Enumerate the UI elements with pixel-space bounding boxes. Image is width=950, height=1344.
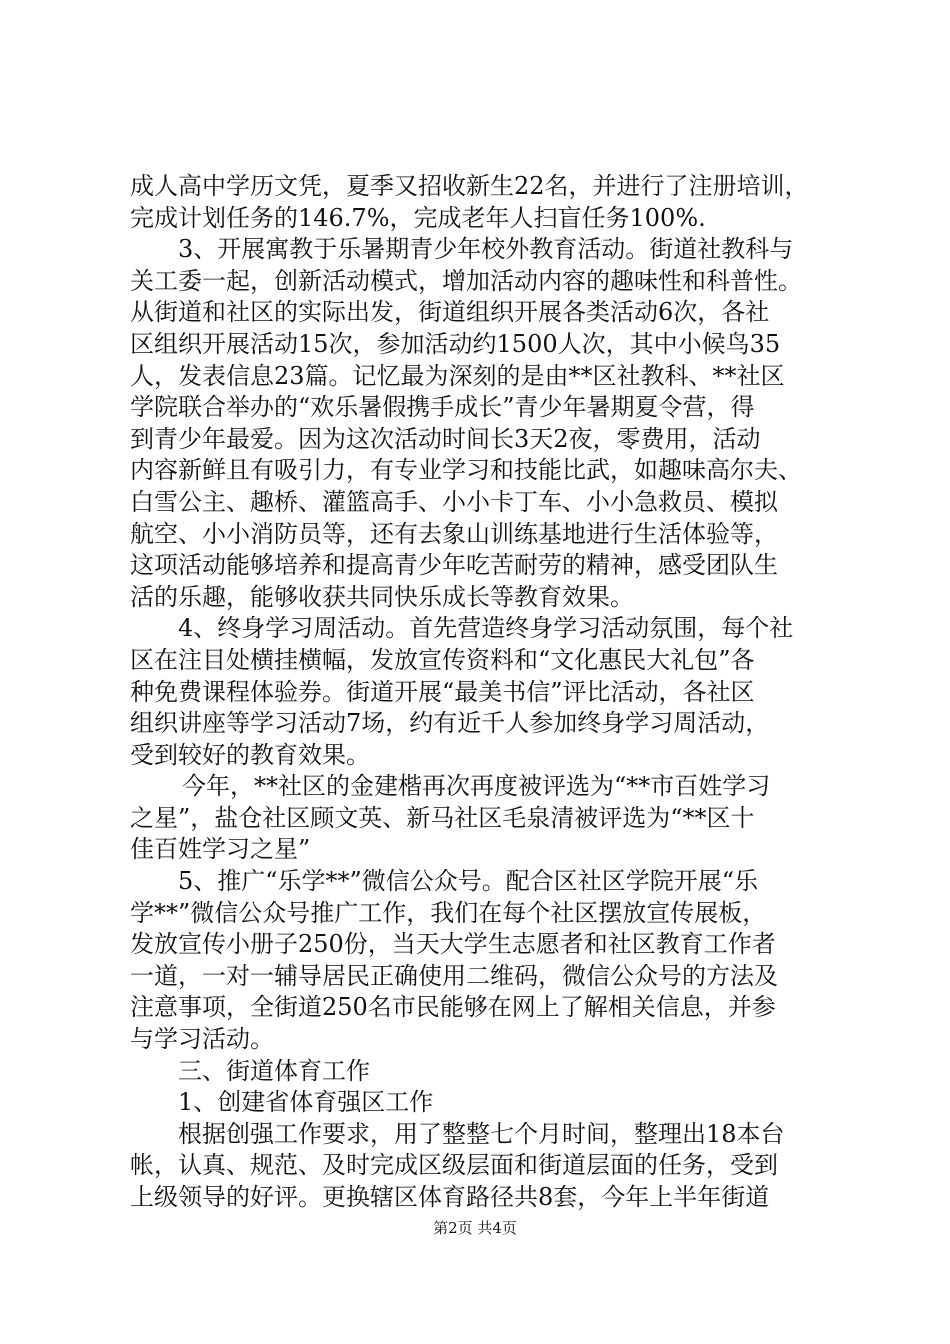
text-line: 3、开展寓教于乐暑期青少年校外教育活动。街道社教科与 <box>178 235 794 264</box>
text-line: 佳百姓学习之星” <box>130 835 311 864</box>
section-heading: 三、街道体育工作 <box>178 1056 370 1085</box>
text-line: 5、推广“乐学**”微信公众号。配合区社区学院开展“乐 <box>178 867 759 896</box>
text-line: 关工委一起，创新活动模式，增加活动内容的趣味性和科普性。 <box>130 266 802 295</box>
text-line: 内容新鲜且有吸引力，有专业学习和技能比武，如趣味高尔夫、 <box>130 456 802 485</box>
text-line: 到青少年最爱。因为这次活动时间长3天2夜，零费用，活动 <box>130 424 761 453</box>
text-line: 今年，**社区的金建楷再次再度被评选为“**市百姓学习 <box>182 772 771 801</box>
subsection-heading: 1、创建省体育强区工作 <box>178 1088 434 1117</box>
text-line: 注意事项，全街道250名市民能够在网上了解相关信息，并参 <box>130 993 776 1022</box>
text-line: 受到较好的教育效果。 <box>130 740 370 769</box>
text-line: 根据创强工作要求，用了整整七个月时间，整理出18本台 <box>178 1119 785 1148</box>
text-line: 航空、小小消防员等，还有去象山训练基地进行生活体验等， <box>130 519 778 548</box>
text-line: 一道，一对一辅导居民正确使用二维码，微信公众号的方法及 <box>130 961 778 990</box>
text-line: 帐，认真、规范、及时完成区级层面和街道层面的任务，受到 <box>130 1151 778 1180</box>
text-line: 学院联合举办的“欢乐暑假携手成长”青少年暑期夏令营，得 <box>130 393 755 422</box>
text-line: 之星”，盐仓社区顾文英、新马社区毛泉清被评选为“**区十 <box>130 803 755 832</box>
text-line: 从街道和社区的实际出发，街道组织开展各类活动6次，各社 <box>130 298 770 327</box>
text-line: 活的乐趣，能够收获共同快乐成长等教育效果。 <box>130 582 634 611</box>
text-line: 学**”微信公众号推广工作，我们在每个社区摆放宣传展板， <box>130 898 767 927</box>
text-line: 4、终身学习周活动。首先营造终身学习活动氛围，每个社 <box>178 614 794 643</box>
text-line: 上级领导的好评。更换辖区体育路径共8套，今年上半年街道 <box>130 1183 770 1211</box>
text-line: 发放宣传小册子250份，当天大学生志愿者和社区教育工作者 <box>130 930 776 959</box>
text-line: 人，发表信息23篇。记忆最为深刻的是由**区社教科、**社区 <box>130 361 785 390</box>
text-line: 与学习活动。 <box>130 1025 274 1054</box>
text-line: 组织讲座等学习活动7场，约有近千人参加终身学习周活动， <box>130 709 770 738</box>
text-line: 区在注目处横挂横幅，发放宣传资料和“文化惠民大礼包”各 <box>130 645 755 674</box>
page-footer: 第2页 共4页 <box>433 1219 517 1237</box>
text-line: 完成计划任务的146.7%，完成老年人扫盲任务100%. <box>130 203 706 232</box>
text-line: 白雪公主、趣桥、灌篮高手、小小卡丁车、小小急救员、模拟 <box>130 487 778 516</box>
text-line: 种免费课程体验券。街道开展“最美书信”评比活动，各社区 <box>130 677 755 706</box>
text-line: 成人高中学历文凭，夏季又招收新生22名，并进行了注册培训， <box>130 172 809 200</box>
text-line: 这项活动能够培养和提高青少年吃苦耐劳的精神，感受团队生 <box>130 551 778 580</box>
text-line: 区组织开展活动15次，参加活动约1500人次，其中小候鸟35 <box>130 329 781 358</box>
body-text <box>130 171 830 1214</box>
